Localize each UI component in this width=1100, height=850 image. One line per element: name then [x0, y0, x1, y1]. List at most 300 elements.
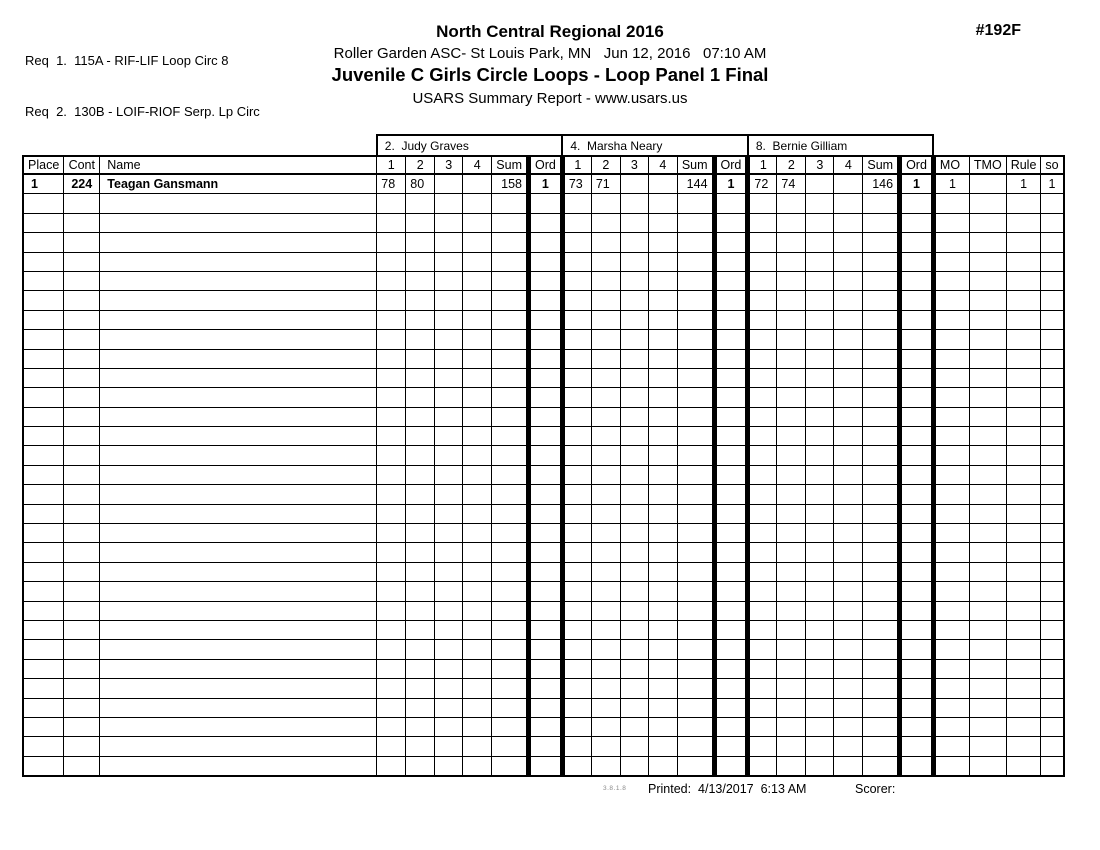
empty-cell: [377, 233, 406, 252]
empty-cell: [620, 698, 648, 717]
empty-cell: [834, 659, 863, 678]
venue-date-line: Roller Garden ASC- St Louis Park, MN Jun 12, 2016 07:10 AM: [333, 45, 767, 62]
empty-cell: [492, 388, 529, 407]
empty-cell: [406, 543, 435, 562]
empty-cell: [714, 737, 748, 756]
empty-cell: [1006, 620, 1041, 639]
empty-cell: [648, 446, 677, 465]
empty-cell: [492, 465, 529, 484]
empty-cell: [528, 330, 562, 349]
empty-cell: [714, 194, 748, 213]
header-cont: Cont: [64, 156, 100, 174]
empty-cell: [1041, 756, 1064, 776]
empty-cell: [648, 310, 677, 329]
empty-cell: [969, 679, 1006, 698]
empty-cell: [863, 601, 900, 620]
empty-cell: [377, 737, 406, 756]
empty-cell: [435, 271, 463, 290]
empty-cell: [1041, 562, 1064, 581]
empty-cell: [562, 233, 591, 252]
empty-cell: [834, 640, 863, 659]
empty-cell: [492, 756, 529, 776]
event-number: #192F: [975, 22, 1021, 39]
empty-cell: [528, 446, 562, 465]
empty-cell: [591, 252, 620, 271]
competition-title: North Central Regional 2016: [436, 22, 664, 41]
empty-cell: [64, 349, 100, 368]
empty-cell: [1006, 756, 1041, 776]
empty-cell: [1041, 659, 1064, 678]
empty-cell: [648, 330, 677, 349]
cell-rule-row1: 1: [1006, 174, 1041, 194]
empty-cell: [435, 679, 463, 698]
empty-cell: [463, 465, 492, 484]
empty-cell: [463, 620, 492, 639]
empty-cell: [1006, 271, 1041, 290]
empty-cell: [463, 756, 492, 776]
empty-cell: [591, 659, 620, 678]
empty-cell: [591, 485, 620, 504]
empty-cell: [834, 698, 863, 717]
empty-cell: [463, 252, 492, 271]
empty-cell: [406, 659, 435, 678]
empty-cell: [714, 562, 748, 581]
empty-cell: [777, 213, 806, 232]
empty-cell: [677, 310, 714, 329]
empty-cell: [100, 659, 377, 678]
empty-cell: [677, 737, 714, 756]
empty-cell: [1041, 582, 1064, 601]
empty-cell: [969, 698, 1006, 717]
empty-cell: [528, 368, 562, 387]
empty-cell: [23, 407, 64, 426]
empty-cell: [677, 679, 714, 698]
empty-cell: [591, 349, 620, 368]
empty-cell: [23, 194, 64, 213]
empty-cell: [620, 524, 648, 543]
empty-cell: [1041, 640, 1064, 659]
empty-cell: [900, 271, 934, 290]
scorer-label: Scorer:: [855, 782, 896, 796]
empty-cell: [23, 233, 64, 252]
empty-cell: [748, 640, 777, 659]
empty-cell: [748, 562, 777, 581]
empty-cell: [23, 524, 64, 543]
empty-cell: [406, 427, 435, 446]
empty-cell: [591, 446, 620, 465]
empty-cell: [591, 601, 620, 620]
empty-cell: [620, 543, 648, 562]
empty-cell: [863, 349, 900, 368]
empty-cell: [900, 446, 934, 465]
empty-cell: [714, 271, 748, 290]
empty-cell: [933, 756, 969, 776]
header-judge2-sum: Sum: [677, 156, 714, 174]
empty-cell: [591, 620, 620, 639]
empty-cell: [64, 582, 100, 601]
empty-cell: [406, 524, 435, 543]
empty-cell: [463, 427, 492, 446]
empty-cell: [648, 213, 677, 232]
empty-cell: [863, 388, 900, 407]
empty-cell: [900, 562, 934, 581]
empty-cell: [492, 737, 529, 756]
empty-cell: [714, 717, 748, 736]
empty-cell: [620, 601, 648, 620]
empty-cell: [648, 524, 677, 543]
empty-cell: [863, 252, 900, 271]
empty-cell: [23, 679, 64, 698]
empty-cell: [1041, 388, 1064, 407]
empty-cell: [100, 620, 377, 639]
empty-cell: [777, 601, 806, 620]
empty-cell: [435, 640, 463, 659]
empty-cell: [806, 271, 834, 290]
empty-cell: [492, 659, 529, 678]
empty-cell: [1006, 601, 1041, 620]
empty-cell: [528, 679, 562, 698]
empty-cell: [648, 291, 677, 310]
empty-cell: [1006, 679, 1041, 698]
empty-cell: [377, 213, 406, 232]
empty-cell: [777, 368, 806, 387]
empty-cell: [377, 679, 406, 698]
empty-cell: [562, 465, 591, 484]
empty-cell: [64, 756, 100, 776]
empty-cell: [528, 504, 562, 523]
empty-cell: [900, 465, 934, 484]
empty-cell: [777, 640, 806, 659]
empty-cell: [1006, 465, 1041, 484]
empty-cell: [969, 659, 1006, 678]
empty-cell: [834, 582, 863, 601]
empty-cell: [492, 601, 529, 620]
empty-cell: [406, 504, 435, 523]
empty-cell: [64, 640, 100, 659]
empty-cell: [806, 524, 834, 543]
header-rule: Rule: [1006, 156, 1041, 174]
empty-cell: [777, 504, 806, 523]
requirement-line-1: Req 1. 115A - RIF-LIF Loop Circ 8: [25, 53, 229, 68]
empty-cell: [834, 543, 863, 562]
empty-cell: [620, 446, 648, 465]
empty-cell: [969, 349, 1006, 368]
empty-cell: [863, 291, 900, 310]
header-judge3-1: 1: [748, 156, 777, 174]
empty-cell: [1041, 465, 1064, 484]
empty-cell: [933, 465, 969, 484]
empty-cell: [463, 349, 492, 368]
empty-cell: [435, 310, 463, 329]
empty-cell: [23, 543, 64, 562]
empty-cell: [677, 698, 714, 717]
judge-header-1: 2. Judy Graves: [377, 135, 563, 156]
empty-cell: [714, 427, 748, 446]
empty-cell: [748, 659, 777, 678]
empty-cell: [748, 698, 777, 717]
empty-cell: [900, 601, 934, 620]
empty-cell: [806, 543, 834, 562]
empty-cell: [435, 504, 463, 523]
empty-cell: [377, 407, 406, 426]
empty-cell: [591, 524, 620, 543]
empty-cell: [406, 388, 435, 407]
empty-cell: [528, 640, 562, 659]
empty-cell: [1041, 233, 1064, 252]
empty-cell: [492, 349, 529, 368]
empty-cell: [23, 756, 64, 776]
empty-cell: [528, 252, 562, 271]
empty-cell: [23, 698, 64, 717]
cell-s3-judge3-row1: [806, 174, 834, 194]
empty-cell: [969, 213, 1006, 232]
empty-cell: [23, 485, 64, 504]
empty-cell: [463, 271, 492, 290]
header-judge2-3: 3: [620, 156, 648, 174]
empty-cell: [562, 213, 591, 232]
empty-cell: [406, 465, 435, 484]
empty-cell: [463, 582, 492, 601]
empty-cell: [933, 194, 969, 213]
empty-cell: [1041, 291, 1064, 310]
empty-cell: [562, 252, 591, 271]
empty-cell: [23, 659, 64, 678]
cell-ord-judge1-row1: 1: [528, 174, 562, 194]
empty-cell: [777, 233, 806, 252]
empty-cell: [620, 194, 648, 213]
empty-cell: [933, 679, 969, 698]
empty-cell: [1006, 640, 1041, 659]
empty-cell: [528, 465, 562, 484]
header-judge3-2: 2: [777, 156, 806, 174]
empty-cell: [834, 504, 863, 523]
empty-cell: [834, 349, 863, 368]
empty-cell: [620, 562, 648, 581]
empty-cell: [591, 291, 620, 310]
empty-cell: [834, 233, 863, 252]
empty-cell: [463, 330, 492, 349]
empty-cell: [435, 330, 463, 349]
empty-cell: [64, 543, 100, 562]
empty-cell: [900, 737, 934, 756]
empty-cell: [933, 717, 969, 736]
empty-cell: [1041, 737, 1064, 756]
empty-cell: [377, 252, 406, 271]
empty-cell: [969, 504, 1006, 523]
empty-cell: [777, 252, 806, 271]
cell-s1-judge1-row1: 78: [377, 174, 406, 194]
empty-cell: [591, 582, 620, 601]
empty-cell: [1006, 213, 1041, 232]
empty-cell: [933, 213, 969, 232]
empty-cell: [677, 368, 714, 387]
empty-cell: [714, 368, 748, 387]
empty-cell: [969, 620, 1006, 639]
empty-cell: [777, 679, 806, 698]
empty-cell: [435, 233, 463, 252]
empty-cell: [1041, 543, 1064, 562]
empty-cell: [648, 756, 677, 776]
empty-cell: [1006, 737, 1041, 756]
empty-cell: [64, 427, 100, 446]
empty-cell: [562, 407, 591, 426]
empty-cell: [620, 291, 648, 310]
empty-cell: [435, 213, 463, 232]
empty-cell: [933, 368, 969, 387]
empty-cell: [933, 310, 969, 329]
empty-cell: [528, 233, 562, 252]
empty-cell: [806, 504, 834, 523]
empty-cell: [748, 388, 777, 407]
empty-cell: [620, 485, 648, 504]
empty-cell: [1006, 407, 1041, 426]
empty-cell: [677, 659, 714, 678]
empty-cell: [100, 524, 377, 543]
empty-cell: [620, 640, 648, 659]
cell-so-row1: 1: [1041, 174, 1064, 194]
empty-cell: [748, 756, 777, 776]
empty-cell: [900, 659, 934, 678]
empty-cell: [620, 756, 648, 776]
cell-s3-judge1-row1: [435, 174, 463, 194]
empty-cell: [620, 213, 648, 232]
empty-cell: [648, 407, 677, 426]
empty-cell: [64, 717, 100, 736]
empty-cell: [64, 213, 100, 232]
empty-cell: [834, 310, 863, 329]
empty-cell: [969, 291, 1006, 310]
empty-cell: [435, 485, 463, 504]
empty-cell: [969, 427, 1006, 446]
empty-cell: [1041, 407, 1064, 426]
empty-cell: [528, 485, 562, 504]
empty-cell: [100, 465, 377, 484]
empty-cell: [100, 310, 377, 329]
empty-cell: [406, 737, 435, 756]
empty-cell: [435, 562, 463, 581]
empty-cell: [714, 698, 748, 717]
header-tmo: TMO: [969, 156, 1006, 174]
empty-cell: [806, 233, 834, 252]
empty-cell: [492, 252, 529, 271]
empty-cell: [100, 679, 377, 698]
empty-cell: [463, 291, 492, 310]
empty-cell: [528, 524, 562, 543]
empty-cell: [714, 349, 748, 368]
empty-cell: [528, 213, 562, 232]
empty-cell: [748, 620, 777, 639]
empty-cell: [1006, 330, 1041, 349]
empty-cell: [100, 252, 377, 271]
empty-cell: [714, 756, 748, 776]
empty-cell: [463, 679, 492, 698]
empty-cell: [863, 659, 900, 678]
empty-cell: [377, 465, 406, 484]
empty-cell: [1006, 252, 1041, 271]
empty-cell: [748, 213, 777, 232]
empty-cell: [620, 271, 648, 290]
empty-cell: [834, 291, 863, 310]
cell-s4-judge1-row1: [463, 174, 492, 194]
empty-cell: [648, 737, 677, 756]
software-version: 3.8.1.8: [603, 785, 627, 792]
empty-cell: [435, 407, 463, 426]
empty-cell: [863, 233, 900, 252]
empty-cell: [900, 388, 934, 407]
empty-cell: [620, 737, 648, 756]
printed-timestamp: Printed: 4/13/2017 6:13 AM: [648, 782, 807, 796]
empty-cell: [528, 659, 562, 678]
empty-cell: [677, 213, 714, 232]
empty-cell: [748, 543, 777, 562]
empty-cell: [714, 407, 748, 426]
empty-cell: [748, 407, 777, 426]
empty-cell: [377, 582, 406, 601]
empty-cell: [562, 601, 591, 620]
empty-cell: [677, 543, 714, 562]
empty-cell: [528, 620, 562, 639]
empty-cell: [562, 368, 591, 387]
empty-cell: [648, 717, 677, 736]
empty-cell: [834, 271, 863, 290]
empty-cell: [463, 446, 492, 465]
header-judge3-4: 4: [834, 156, 863, 174]
empty-cell: [969, 465, 1006, 484]
empty-cell: [648, 252, 677, 271]
empty-cell: [648, 620, 677, 639]
empty-cell: [528, 717, 562, 736]
empty-cell: [900, 252, 934, 271]
empty-cell: [933, 291, 969, 310]
empty-cell: [620, 330, 648, 349]
empty-cell: [64, 562, 100, 581]
empty-cell: [528, 388, 562, 407]
empty-cell: [64, 737, 100, 756]
empty-cell: [1041, 271, 1064, 290]
empty-cell: [1041, 601, 1064, 620]
empty-cell: [528, 601, 562, 620]
empty-cell: [777, 446, 806, 465]
empty-cell: [463, 194, 492, 213]
empty-cell: [23, 582, 64, 601]
empty-cell: [435, 194, 463, 213]
empty-cell: [969, 582, 1006, 601]
empty-cell: [591, 271, 620, 290]
empty-cell: [562, 330, 591, 349]
empty-cell: [900, 233, 934, 252]
empty-cell: [677, 524, 714, 543]
cell-place-row1: 1: [23, 174, 64, 194]
header-judge1-2: 2: [406, 156, 435, 174]
empty-cell: [591, 388, 620, 407]
empty-cell: [435, 349, 463, 368]
empty-cell: [562, 388, 591, 407]
empty-cell: [406, 620, 435, 639]
empty-cell: [463, 543, 492, 562]
empty-cell: [648, 465, 677, 484]
empty-cell: [492, 524, 529, 543]
empty-cell: [492, 679, 529, 698]
empty-cell: [562, 582, 591, 601]
cell-s1-judge3-row1: 72: [748, 174, 777, 194]
empty-cell: [806, 427, 834, 446]
empty-cell: [463, 213, 492, 232]
empty-cell: [648, 388, 677, 407]
empty-cell: [677, 252, 714, 271]
empty-cell: [806, 291, 834, 310]
empty-cell: [435, 465, 463, 484]
empty-cell: [900, 717, 934, 736]
